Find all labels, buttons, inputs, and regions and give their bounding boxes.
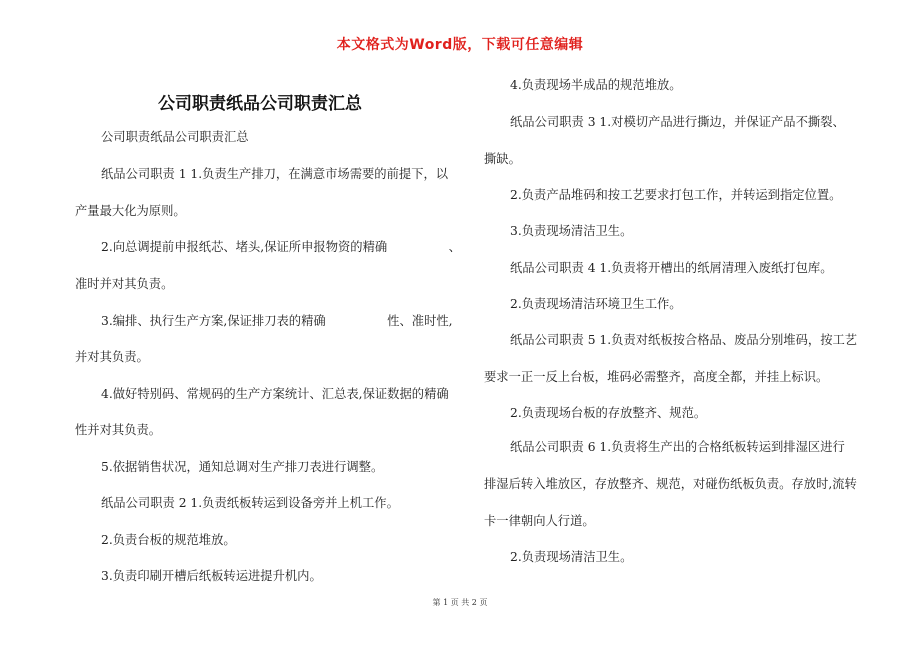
paragraph: 2.负责现场台板的存放整齐、规范。 (510, 406, 707, 420)
paragraph: 纸品公司职责 4 1.负责将开槽出的纸屑清理入废纸打包库。 (510, 261, 833, 275)
paragraph: 2.负责台板的规范堆放。 (101, 533, 236, 547)
page-number: 第 1 页 共 2 页 (432, 598, 488, 607)
paragraph-continuation: 产量最大化为原则。 (75, 204, 186, 218)
paragraph: 纸品公司职责 3 1.对模切产品进行撕边，并保证产品不撕裂、 (510, 115, 845, 129)
paragraph: 2.负责产品堆码和按工艺要求打包工作，并转运到指定位置。 (510, 188, 842, 202)
paragraph-continuation: 卡一律朝向人行道。 (484, 514, 595, 528)
paragraph-continuation: 排湿后转入堆放区，存放整齐、规范，对碰伤纸板负责。存放时,流转 (484, 477, 857, 491)
paragraph: 2.负责现场清洁环境卫生工作。 (510, 297, 682, 311)
paragraph-continuation: 要求一正一反上台板，堆码必需整齐，高度全都，并挂上标识。 (484, 370, 829, 384)
paragraph: 3.编排、执行生产方案,保证排刀表的精确 性、准时性, (101, 314, 453, 328)
paragraph: 4.负责现场半成品的规范堆放。 (510, 78, 682, 92)
paragraph-continuation: 准时并对其负责。 (75, 277, 174, 291)
paragraph: 3.负责现场清洁卫生。 (510, 224, 633, 238)
document-title: 公司职责纸品公司职责汇总 (158, 94, 362, 114)
paragraph: 纸品公司职责 1 1.负责生产排刀，在满意市场需要的前提下，以 (101, 167, 449, 181)
paragraph: 5.依据销售状况，通知总调对生产排刀表进行调整。 (101, 460, 384, 474)
paragraph: 3.负责印刷开槽后纸板转运进提升机内。 (101, 569, 322, 583)
paragraph: 纸品公司职责 2 1.负责纸板转运到设备旁并上机工作。 (101, 496, 399, 510)
paragraph: 纸品公司职责 6 1.负责将生产出的合格纸板转运到排湿区进行 (510, 440, 845, 454)
paragraph-continuation: 性并对其负责。 (75, 423, 162, 437)
paragraph: 4.做好特别码、常规码的生产方案统计、汇总表,保证数据的精确 (101, 387, 449, 401)
paragraph-continuation: 撕缺。 (484, 152, 521, 166)
paragraph-continuation: 并对其负责。 (75, 350, 149, 364)
paragraph: 公司职责纸品公司职责汇总 (101, 130, 249, 144)
paragraph: 2.向总调提前申报纸芯、堵头,保证所申报物资的精确 、 (101, 240, 461, 254)
paragraph: 2.负责现场清洁卫生。 (510, 550, 633, 564)
word-format-banner: 本文格式为Word版，下载可任意编辑 (336, 37, 584, 53)
paragraph: 纸品公司职责 5 1.负责对纸板按合格品、废品分别堆码，按工艺 (510, 333, 858, 347)
